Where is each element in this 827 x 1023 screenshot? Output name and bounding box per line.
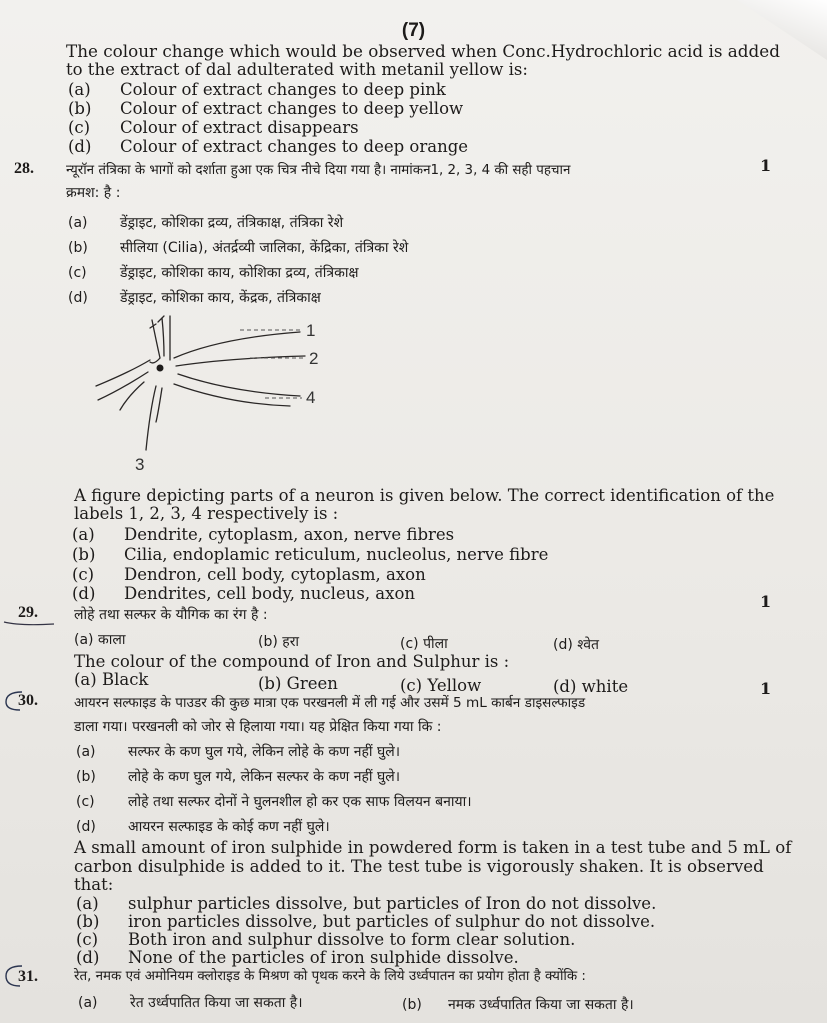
q30-english-option-a [76, 894, 656, 913]
option-label: (b) [68, 99, 92, 118]
q29-english-option-b: (b) Green [258, 674, 338, 693]
q28-hindi-option-d [68, 287, 321, 309]
nucleus-dot [157, 365, 164, 372]
q27-stem-line2: to the extract of dal adulterated with metanil yellow is: [66, 60, 528, 79]
q29-english-stem: The colour of the compound of Iron and Sulphur is : [74, 652, 510, 671]
option-text: Colour of extract changes to deep yellow [120, 99, 464, 118]
q28-hindi-option-a [68, 212, 343, 234]
option-label: (a) [68, 215, 88, 231]
q29-hindi-option-a: (a) काला [74, 632, 126, 648]
option-text: Dendron, cell body, cytoplasm, axon [124, 565, 426, 584]
q30-english-option-c [76, 930, 575, 949]
option-label: (d) [76, 819, 96, 835]
q28-english-option-c [72, 565, 426, 584]
option-text: Both iron and sulphur dissolve to form clear solution. [128, 930, 576, 949]
q29-hindi-option-b: (b) हरा [258, 634, 300, 650]
option-text: Cilia, endoplamic reticulum, nucleolus, nerve fibre [124, 545, 549, 564]
q30-english-stem-line3: that: [74, 875, 114, 894]
q29-number: 29. [18, 604, 38, 621]
q29-hindi-option-c: (c) पीला [400, 636, 448, 652]
q28-english-stem-line1: A figure depicting parts of a neuron is given below. The correct identification of the [74, 486, 775, 505]
page-number: (7) [401, 20, 426, 41]
q27-option-a [68, 80, 446, 99]
option-text: डेंड्राइट, कोशिका द्रव्य, तंत्रिकाक्ष, तंत्रिका रेशे [120, 215, 344, 231]
figure-label-3: 3 [135, 455, 145, 474]
option-label: (b) [76, 769, 96, 785]
axon [174, 384, 290, 406]
option-text: लोहे तथा सल्फर दोनों ने घुलनशील हो कर एक साफ विलयन बनाया। [128, 794, 472, 810]
axon [178, 374, 300, 396]
option-label: (d) [72, 584, 96, 603]
option-label: (c) [76, 930, 99, 949]
q29-english-option-d: (d) white [553, 677, 629, 696]
figure-label-2: 2 [309, 349, 319, 368]
option-text: सीलिया (Cilia), अंतर्द्रव्यी जालिका, केंद्रिका, तंत्रिका रेशे [120, 240, 409, 256]
q30-english-stem-line1: A small amount of iron sulphide in powdered form is taken in a test tube and 5 mL of [74, 838, 792, 857]
q31-hindi-stem: रेत, नमक एवं अमोनियम क्लोराइड के मिश्रण को पृथक करने के लिये उर्ध्वपातन का प्रयोग होता है क्योंकि : [74, 969, 586, 984]
option-label: (b) [72, 545, 96, 564]
option-label: (a) [78, 995, 98, 1011]
q30-english-option-b [76, 912, 655, 931]
q30-hindi-stem-line2: डाला गया। परखनली को जोर से हिलाया गया। यह प्रेक्षित किया गया कि : [74, 719, 442, 735]
option-text: Dendrites, cell body, nucleus, axon [124, 584, 416, 603]
q29-marks: 1 [760, 592, 772, 611]
q30-hindi-option-a [76, 741, 400, 763]
q30-number: 30. [18, 692, 38, 709]
option-label: (c) [72, 565, 95, 584]
q31-hindi-option-b [402, 994, 634, 1016]
q29-english-option-c: (c) Yellow [400, 676, 482, 695]
q27-option-d [68, 137, 468, 156]
option-label: (d) [76, 948, 100, 967]
q28-hindi-option-c [68, 262, 359, 284]
option-label: (c) [68, 118, 91, 137]
q27-option-c [68, 118, 359, 137]
q28-number: 28. [14, 160, 34, 177]
q30-hindi-option-b [76, 766, 400, 788]
option-label: (b) [76, 912, 100, 931]
q30-english-option-d [76, 948, 519, 967]
option-text: नमक उर्ध्वपातित किया जा सकता है। [448, 997, 634, 1013]
option-text: रेत उर्ध्वपातित किया जा सकता है। [130, 995, 303, 1011]
option-text: Dendrite, cytoplasm, axon, nerve fibres [124, 525, 455, 544]
figure-label-1: 1 [306, 321, 316, 340]
q28-english-option-d [72, 584, 415, 603]
q31-number: 31. [18, 968, 38, 985]
q28-english-stem-line2: labels 1, 2, 3, 4 respectively is : [74, 504, 339, 523]
q30-marks: 1 [760, 679, 772, 698]
option-text: डेंड्राइट, कोशिका काय, केंद्रक, तंत्रिकाक्ष [120, 290, 321, 306]
q28-english-option-b [72, 545, 548, 564]
option-label: (a) [68, 80, 91, 99]
option-label: (b) [402, 997, 422, 1013]
q27-option-b [68, 99, 463, 118]
option-text: सल्फर के कण घुल गये, लेकिन लोहे के कण नहीं घुले। [128, 744, 401, 760]
axon-branch [146, 386, 156, 450]
option-label: (a) [72, 525, 95, 544]
q28-english-option-a [72, 525, 454, 544]
option-label: (b) [68, 240, 88, 256]
option-text: None of the particles of iron sulphide dissolve. [128, 948, 519, 967]
option-text: डेंड्राइट, कोशिका काय, कोशिका द्रव्य, तंत्रिकाक्ष [120, 265, 359, 281]
option-label: (c) [76, 794, 95, 810]
q30-english-stem-line2: carbon disulphide is added to it. The test tube is vigorously shaken. It is observed [74, 857, 764, 876]
option-label: (a) [76, 894, 99, 913]
figure-label-4: 4 [306, 388, 316, 407]
q29-english-option-a: (a) Black [74, 670, 149, 689]
q30-hindi-option-c [76, 791, 472, 813]
dendrite-branch [162, 318, 164, 356]
q27-stem-line1: The colour change which would be observed when Conc.Hydrochloric acid is added [66, 41, 780, 61]
neuron-figure [90, 310, 350, 475]
q30-hindi-option-d [76, 816, 330, 838]
option-text: sulphur particles dissolve, but particles of Iron do not dissolve. [128, 894, 657, 913]
option-text: लोहे के कण घुल गये, लेकिन सल्फर के कण नहीं घुले। [128, 769, 401, 785]
option-text: Colour of extract changes to deep orange [120, 137, 469, 156]
option-text: Colour of extract changes to deep pink [120, 80, 446, 99]
q28-hindi-stem-line2: क्रमश: है : [66, 185, 121, 201]
dendrite-branch [96, 360, 150, 386]
q30-hindi-stem-line1: आयरन सल्फाइड के पाउडर की कुछ मात्रा एक परखनली में ली गई और उसमें 5 mL कार्बन डाइसल्फाइड [74, 695, 586, 711]
q29-hindi-stem: लोहे तथा सल्फर के यौगिक का रंग है : [74, 607, 268, 623]
dendrite-branch [174, 332, 300, 358]
q29-hindi-option-d: (d) श्वेत [553, 637, 599, 653]
option-label: (a) [76, 744, 96, 760]
option-text: iron particles dissolve, but particles of sulphur do not dissolve. [128, 912, 656, 931]
q28-marks: 1 [760, 156, 772, 175]
option-label: (d) [68, 137, 92, 156]
option-label: (c) [68, 265, 87, 281]
option-label: (d) [68, 290, 88, 306]
q28-hindi-option-b [68, 237, 408, 259]
option-text: Colour of extract disappears [120, 118, 359, 137]
q31-hindi-option-a [78, 992, 303, 1014]
option-text: आयरन सल्फाइड के कोई कण नहीं घुले। [128, 819, 330, 835]
q28-hindi-stem-line1: न्यूरॉन तंत्रिका के भागों को दर्शाता हुआ एक चित्र नीचे दिया गया है। नामांकन1, 2, 3, 4 की सही पहचान [66, 163, 571, 178]
